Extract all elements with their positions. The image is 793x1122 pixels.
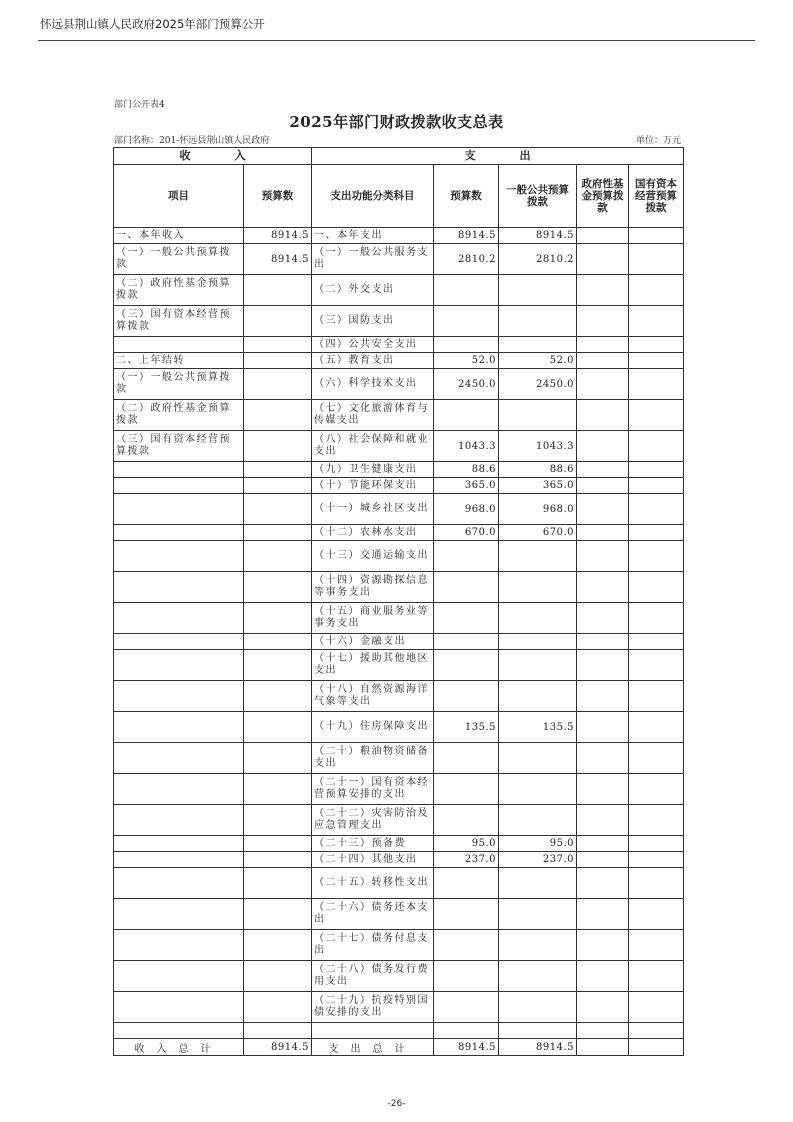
income-item-cell xyxy=(114,337,244,353)
state-capital-allocation-cell xyxy=(629,743,684,774)
income-budget-cell xyxy=(244,462,312,478)
income-budget-cell xyxy=(244,930,312,961)
gov-fund-allocation-cell xyxy=(577,431,629,462)
state-capital-allocation-cell xyxy=(629,275,684,306)
state-capital-allocation-cell xyxy=(629,681,684,712)
income-budget-cell xyxy=(244,494,312,525)
income-budget-cell xyxy=(244,400,312,431)
gov-fund-allocation-cell xyxy=(577,478,629,494)
expense-category-cell: （三）国防支出 xyxy=(312,306,434,337)
state-capital-allocation-cell xyxy=(629,478,684,494)
expense-budget-cell xyxy=(434,650,499,681)
income-budget-cell xyxy=(244,774,312,805)
col-header-state-capital: 国有资本经营预算拨款 xyxy=(629,165,684,228)
expense-category-cell: （十二）农林水支出 xyxy=(312,525,434,541)
general-budget-allocation-cell: 135.5 xyxy=(499,712,577,743)
table-number: 部门公开表4 xyxy=(114,100,165,110)
expense-category-cell: （十八）自然资源海洋气象等支出 xyxy=(312,681,434,712)
general-budget-allocation-cell xyxy=(499,930,577,961)
income-total-label: 收入总计 xyxy=(114,1039,244,1056)
expense-category-cell: （四）公共安全支出 xyxy=(312,337,434,353)
income-item-cell xyxy=(114,462,244,478)
income-budget-cell xyxy=(244,541,312,572)
expense-total-general: 8914.5 xyxy=(499,1039,577,1056)
general-budget-allocation-cell xyxy=(499,650,577,681)
income-item-cell: （三）国有资本经营预算拨款 xyxy=(114,431,244,462)
gov-fund-allocation-cell xyxy=(577,930,629,961)
income-budget-cell xyxy=(244,603,312,634)
expense-budget-cell xyxy=(434,992,499,1023)
general-budget-allocation-cell xyxy=(499,634,577,650)
income-budget-cell xyxy=(244,369,312,400)
income-budget-cell xyxy=(244,868,312,899)
income-budget-cell xyxy=(244,805,312,836)
income-budget-cell: 8914.5 xyxy=(244,228,312,244)
expense-category-cell: （二十五）转移性支出 xyxy=(312,868,434,899)
col-header-function-category: 支出功能分类科目 xyxy=(312,165,434,228)
expense-budget-cell xyxy=(434,930,499,961)
gov-fund-allocation-cell xyxy=(577,961,629,992)
income-budget-cell xyxy=(244,743,312,774)
income-budget-cell xyxy=(244,337,312,353)
gov-fund-allocation-cell xyxy=(577,462,629,478)
expense-budget-cell xyxy=(434,400,499,431)
gov-fund-allocation-cell xyxy=(577,868,629,899)
income-item-cell: 一、本年收入 xyxy=(114,228,244,244)
income-item-cell: （二）政府性基金预算拨款 xyxy=(114,275,244,306)
table-row xyxy=(114,572,684,603)
income-item-cell xyxy=(114,541,244,572)
expense-category-cell: 一、本年支出 xyxy=(312,228,434,244)
state-capital-allocation-cell xyxy=(629,805,684,836)
expense-category-cell: （十一）城乡社区支出 xyxy=(312,494,434,525)
general-budget-allocation-cell xyxy=(499,1023,577,1039)
income-item-cell xyxy=(114,961,244,992)
table-row xyxy=(114,712,684,743)
state-capital-allocation-cell xyxy=(629,541,684,572)
general-budget-allocation-cell xyxy=(499,743,577,774)
general-budget-allocation-cell: 52.0 xyxy=(499,353,577,369)
table-row xyxy=(114,306,684,337)
table-row xyxy=(114,603,684,634)
col-header-item: 项目 xyxy=(114,165,244,228)
state-capital-allocation-cell xyxy=(629,930,684,961)
gov-fund-allocation-cell xyxy=(577,541,629,572)
table-row xyxy=(114,836,684,852)
expense-budget-cell: 88.6 xyxy=(434,462,499,478)
table-row xyxy=(114,899,684,930)
state-capital-allocation-cell xyxy=(629,353,684,369)
expense-total-state-capital xyxy=(629,1039,684,1056)
general-budget-allocation-cell: 365.0 xyxy=(499,478,577,494)
income-item-cell xyxy=(114,836,244,852)
income-group-header: 收 入 xyxy=(114,148,312,165)
table-row xyxy=(114,930,684,961)
gov-fund-allocation-cell xyxy=(577,353,629,369)
expense-category-cell: （二十四）其他支出 xyxy=(312,852,434,868)
expense-category-cell: （十三）交通运输支出 xyxy=(312,541,434,572)
general-budget-allocation-cell xyxy=(499,603,577,634)
income-item-cell xyxy=(114,634,244,650)
expense-budget-cell xyxy=(434,572,499,603)
expense-budget-cell: 52.0 xyxy=(434,353,499,369)
table-row xyxy=(114,634,684,650)
income-budget-cell xyxy=(244,681,312,712)
state-capital-allocation-cell xyxy=(629,431,684,462)
state-capital-allocation-cell xyxy=(629,1023,684,1039)
table-row xyxy=(114,852,684,868)
expense-group-header: 支 出 xyxy=(312,148,684,165)
table-row xyxy=(114,494,684,525)
expense-budget-cell: 670.0 xyxy=(434,525,499,541)
table-row xyxy=(114,681,684,712)
state-capital-allocation-cell xyxy=(629,992,684,1023)
income-item-cell xyxy=(114,603,244,634)
expense-budget-cell: 365.0 xyxy=(434,478,499,494)
expense-total-gov-fund xyxy=(577,1039,629,1056)
income-item-cell: （二）政府性基金预算拨款 xyxy=(114,400,244,431)
income-budget-cell xyxy=(244,431,312,462)
expense-budget-cell xyxy=(434,634,499,650)
income-item-cell xyxy=(114,743,244,774)
table-row xyxy=(114,868,684,899)
state-capital-allocation-cell xyxy=(629,337,684,353)
state-capital-allocation-cell xyxy=(629,868,684,899)
state-capital-allocation-cell xyxy=(629,400,684,431)
state-capital-allocation-cell xyxy=(629,774,684,805)
table-row xyxy=(114,275,684,306)
income-budget-cell xyxy=(244,650,312,681)
expense-budget-cell xyxy=(434,805,499,836)
expense-category-cell: （八）社会保障和就业支出 xyxy=(312,431,434,462)
table-row xyxy=(114,961,684,992)
table-row xyxy=(114,650,684,681)
budget-table xyxy=(113,147,684,1056)
gov-fund-allocation-cell xyxy=(577,681,629,712)
table-row xyxy=(114,244,684,275)
table-row xyxy=(114,400,684,431)
expense-category-cell: （九）卫生健康支出 xyxy=(312,462,434,478)
table-row xyxy=(114,992,684,1023)
income-budget-cell xyxy=(244,634,312,650)
state-capital-allocation-cell xyxy=(629,603,684,634)
expense-category-cell: （二十三）预备费 xyxy=(312,836,434,852)
table-row xyxy=(114,1023,684,1039)
expense-category-cell: （二十七）债务付息支出 xyxy=(312,930,434,961)
gov-fund-allocation-cell xyxy=(577,743,629,774)
income-budget-cell: 8914.5 xyxy=(244,244,312,275)
header-rule xyxy=(38,40,755,41)
expense-total-label: 支出总计 xyxy=(312,1039,434,1056)
general-budget-allocation-cell xyxy=(499,805,577,836)
expense-budget-cell xyxy=(434,275,499,306)
expense-budget-cell xyxy=(434,961,499,992)
expense-category-cell xyxy=(312,1023,434,1039)
state-capital-allocation-cell xyxy=(629,961,684,992)
state-capital-allocation-cell xyxy=(629,634,684,650)
income-budget-cell xyxy=(244,712,312,743)
expense-category-cell: （十）节能环保支出 xyxy=(312,478,434,494)
income-item-cell xyxy=(114,852,244,868)
income-item-cell: （三）国有资本经营预算拨款 xyxy=(114,306,244,337)
income-budget-cell xyxy=(244,836,312,852)
gov-fund-allocation-cell xyxy=(577,525,629,541)
expense-category-cell: （十五）商业服务业等事务支出 xyxy=(312,603,434,634)
gov-fund-allocation-cell xyxy=(577,899,629,930)
income-item-cell xyxy=(114,525,244,541)
general-budget-allocation-cell: 8914.5 xyxy=(499,228,577,244)
expense-category-cell: （十七）援助其他地区支出 xyxy=(312,650,434,681)
expense-budget-cell xyxy=(434,1023,499,1039)
income-budget-cell xyxy=(244,306,312,337)
income-budget-cell xyxy=(244,852,312,868)
general-budget-allocation-cell xyxy=(499,774,577,805)
general-budget-allocation-cell: 237.0 xyxy=(499,852,577,868)
income-item-cell xyxy=(114,774,244,805)
state-capital-allocation-cell xyxy=(629,525,684,541)
expense-budget-cell xyxy=(434,774,499,805)
income-item-cell xyxy=(114,992,244,1023)
table-row xyxy=(114,369,684,400)
state-capital-allocation-cell xyxy=(629,244,684,275)
expense-category-cell: （二十八）债务发行费用支出 xyxy=(312,961,434,992)
expense-budget-cell: 1043.3 xyxy=(434,431,499,462)
expense-category-cell: （五）教育支出 xyxy=(312,353,434,369)
gov-fund-allocation-cell xyxy=(577,494,629,525)
general-budget-allocation-cell xyxy=(499,899,577,930)
expense-category-cell: （六）科学技术支出 xyxy=(312,369,434,400)
department-name: 部门名称：201-怀远县荆山镇人民政府 xyxy=(114,136,270,146)
general-budget-allocation-cell: 968.0 xyxy=(499,494,577,525)
unit-label: 单位：万元 xyxy=(635,136,681,146)
table-row xyxy=(114,337,684,353)
general-budget-allocation-cell: 1043.3 xyxy=(499,431,577,462)
gov-fund-allocation-cell xyxy=(577,992,629,1023)
income-budget-cell xyxy=(244,478,312,494)
general-budget-allocation-cell xyxy=(499,961,577,992)
income-budget-cell xyxy=(244,525,312,541)
general-budget-allocation-cell xyxy=(499,572,577,603)
gov-fund-allocation-cell xyxy=(577,774,629,805)
state-capital-allocation-cell xyxy=(629,836,684,852)
gov-fund-allocation-cell xyxy=(577,275,629,306)
col-header-gov-fund: 政府性基金预算拨款 xyxy=(577,165,629,228)
expense-budget-cell: 2810.2 xyxy=(434,244,499,275)
income-item-cell xyxy=(114,1023,244,1039)
gov-fund-allocation-cell xyxy=(577,712,629,743)
expense-category-cell: （二十六）债务还本支出 xyxy=(312,899,434,930)
state-capital-allocation-cell xyxy=(629,572,684,603)
general-budget-allocation-cell: 2810.2 xyxy=(499,244,577,275)
state-capital-allocation-cell xyxy=(629,650,684,681)
gov-fund-allocation-cell xyxy=(577,836,629,852)
table-row xyxy=(114,353,684,369)
expense-category-cell: （二十九）抗疫特别国债安排的支出 xyxy=(312,992,434,1023)
general-budget-allocation-cell: 2450.0 xyxy=(499,369,577,400)
general-budget-allocation-cell xyxy=(499,306,577,337)
gov-fund-allocation-cell xyxy=(577,650,629,681)
col-header-expense-budget: 预算数 xyxy=(434,165,499,228)
page-number: -26- xyxy=(387,1099,406,1109)
gov-fund-allocation-cell xyxy=(577,400,629,431)
gov-fund-allocation-cell xyxy=(577,852,629,868)
gov-fund-allocation-cell xyxy=(577,603,629,634)
income-item-cell xyxy=(114,478,244,494)
expense-budget-cell xyxy=(434,541,499,572)
general-budget-allocation-cell xyxy=(499,337,577,353)
income-item-cell xyxy=(114,494,244,525)
expense-budget-cell: 8914.5 xyxy=(434,228,499,244)
general-budget-allocation-cell: 670.0 xyxy=(499,525,577,541)
gov-fund-allocation-cell xyxy=(577,369,629,400)
table-row xyxy=(114,805,684,836)
table-row xyxy=(114,431,684,462)
running-header: 怀远县荆山镇人民政府2025年部门预算公开 xyxy=(40,17,265,31)
expense-category-cell: （十六）金融支出 xyxy=(312,634,434,650)
expense-category-cell: （二）外交支出 xyxy=(312,275,434,306)
expense-budget-cell: 237.0 xyxy=(434,852,499,868)
table-row xyxy=(114,478,684,494)
table-row xyxy=(114,228,684,244)
income-item-cell xyxy=(114,712,244,743)
income-item-cell: （一）一般公共预算拨款 xyxy=(114,244,244,275)
table-row xyxy=(114,525,684,541)
expense-category-cell: （二十一）国有资本经营预算安排的支出 xyxy=(312,774,434,805)
general-budget-allocation-cell xyxy=(499,681,577,712)
expense-category-cell: （二十）粮油物资储备支出 xyxy=(312,743,434,774)
gov-fund-allocation-cell xyxy=(577,1023,629,1039)
income-budget-cell xyxy=(244,353,312,369)
gov-fund-allocation-cell xyxy=(577,306,629,337)
general-budget-allocation-cell xyxy=(499,541,577,572)
income-budget-cell xyxy=(244,992,312,1023)
gov-fund-allocation-cell xyxy=(577,337,629,353)
expense-budget-cell xyxy=(434,681,499,712)
table-row xyxy=(114,743,684,774)
income-budget-cell xyxy=(244,899,312,930)
general-budget-allocation-cell xyxy=(499,400,577,431)
expense-budget-cell xyxy=(434,603,499,634)
income-item-cell xyxy=(114,650,244,681)
income-budget-cell xyxy=(244,1023,312,1039)
income-item-cell xyxy=(114,681,244,712)
expense-total-budget: 8914.5 xyxy=(434,1039,499,1056)
expense-budget-cell: 135.5 xyxy=(434,712,499,743)
expense-category-cell: （二十二）灾害防治及应急管理支出 xyxy=(312,805,434,836)
income-budget-cell xyxy=(244,961,312,992)
table-title: 2025年部门财政拨款收支总表 xyxy=(289,113,504,131)
table-row xyxy=(114,462,684,478)
expense-budget-cell: 95.0 xyxy=(434,836,499,852)
income-budget-cell xyxy=(244,275,312,306)
income-item-cell: 二、上年结转 xyxy=(114,353,244,369)
gov-fund-allocation-cell xyxy=(577,244,629,275)
expense-category-cell: （一）一般公共服务支出 xyxy=(312,244,434,275)
col-header-income-budget: 预算数 xyxy=(244,165,312,228)
expense-budget-cell: 2450.0 xyxy=(434,369,499,400)
state-capital-allocation-cell xyxy=(629,228,684,244)
income-item-cell xyxy=(114,868,244,899)
income-total-value: 8914.5 xyxy=(244,1039,312,1056)
expense-budget-cell xyxy=(434,899,499,930)
income-item-cell: （一）一般公共预算拨款 xyxy=(114,369,244,400)
gov-fund-allocation-cell xyxy=(577,228,629,244)
income-item-cell xyxy=(114,899,244,930)
expense-category-cell: （十九）住房保障支出 xyxy=(312,712,434,743)
expense-budget-cell xyxy=(434,337,499,353)
col-header-general-budget: 一般公共预算拨款 xyxy=(499,165,577,228)
general-budget-allocation-cell xyxy=(499,992,577,1023)
general-budget-allocation-cell: 88.6 xyxy=(499,462,577,478)
table-row xyxy=(114,541,684,572)
expense-category-cell: （七）文化旅游体育与传媒支出 xyxy=(312,400,434,431)
state-capital-allocation-cell xyxy=(629,369,684,400)
income-item-cell xyxy=(114,930,244,961)
income-item-cell xyxy=(114,805,244,836)
expense-budget-cell xyxy=(434,868,499,899)
expense-budget-cell: 968.0 xyxy=(434,494,499,525)
gov-fund-allocation-cell xyxy=(577,805,629,836)
state-capital-allocation-cell xyxy=(629,899,684,930)
totals-row xyxy=(114,1039,684,1056)
expense-budget-cell xyxy=(434,743,499,774)
general-budget-allocation-cell xyxy=(499,868,577,899)
expense-budget-cell xyxy=(434,306,499,337)
state-capital-allocation-cell xyxy=(629,494,684,525)
income-item-cell xyxy=(114,572,244,603)
table-row xyxy=(114,774,684,805)
state-capital-allocation-cell xyxy=(629,462,684,478)
gov-fund-allocation-cell xyxy=(577,634,629,650)
general-budget-allocation-cell xyxy=(499,275,577,306)
state-capital-allocation-cell xyxy=(629,712,684,743)
state-capital-allocation-cell xyxy=(629,306,684,337)
income-budget-cell xyxy=(244,572,312,603)
general-budget-allocation-cell: 95.0 xyxy=(499,836,577,852)
gov-fund-allocation-cell xyxy=(577,572,629,603)
expense-category-cell: （十四）资源勘探信息等事务支出 xyxy=(312,572,434,603)
state-capital-allocation-cell xyxy=(629,852,684,868)
